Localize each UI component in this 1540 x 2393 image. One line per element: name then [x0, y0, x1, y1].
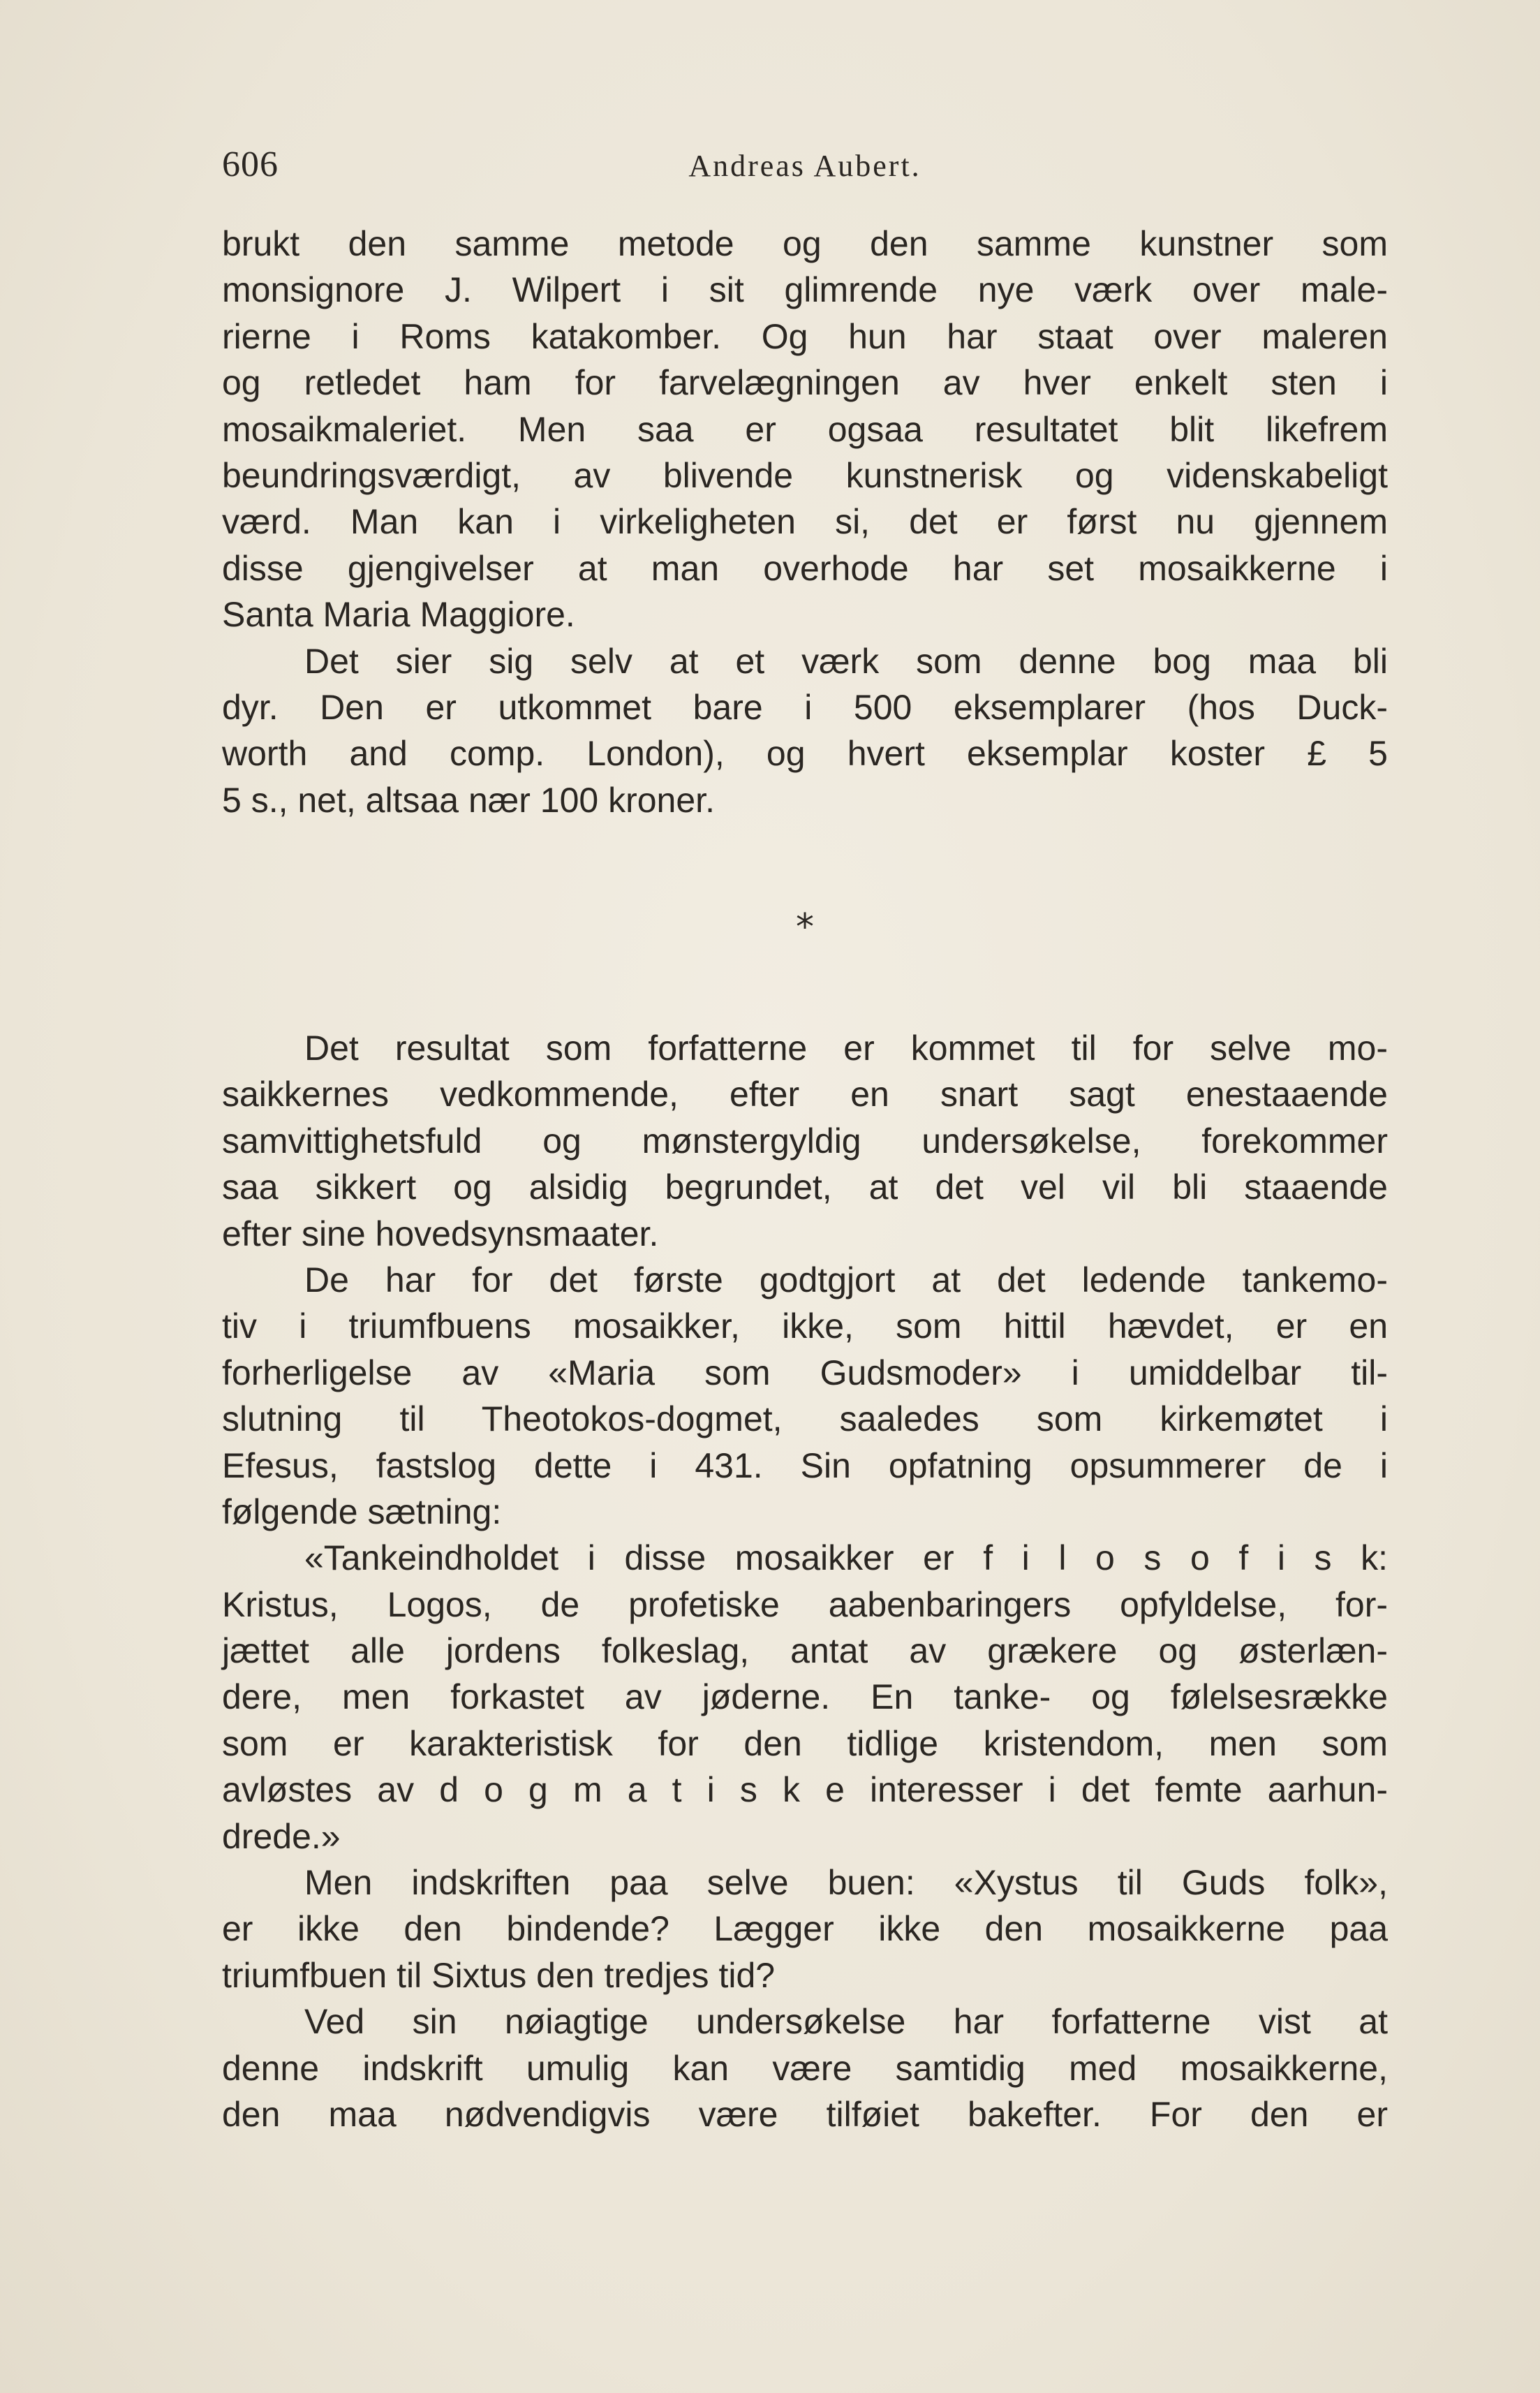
text-line: Det sier sig selv at et værk som denne bog maa bli	[304, 641, 1388, 681]
text-line: og retledet ham for farvelægningen av hver enkelt sten i	[222, 363, 1388, 403]
body-text-section-2	[222, 1025, 1388, 2137]
text-line: Kristus, Logos, de profetiske aabenbaringers opfyldelse, for-	[222, 1584, 1388, 1624]
page-number: 606	[222, 145, 279, 184]
running-head: Andreas Aubert.	[688, 149, 921, 183]
text-line: Det resultat som forfatterne er kommet til for selve mo-	[304, 1029, 1388, 1068]
text-line: rierne i Roms katakomber. Og hun har staat over maleren	[222, 316, 1388, 356]
text-line: forherligelse av «Maria som Gudsmoder» i umiddelbar til-	[222, 1353, 1388, 1392]
text-line: beundringsværdigt, av blivende kunstnerisk og videnskabeligt	[222, 455, 1388, 495]
text-line: er ikke den bindende? Lægger ikke den mosaikkerne paa	[222, 1909, 1388, 1949]
text-line: mosaikmaleriet. Men saa er ogsaa resultatet blit likefrem	[222, 409, 1388, 449]
text-line: drede.»	[222, 1816, 341, 1856]
text-line: værd. Man kan i virkeligheten si, det er først nu gjennem	[222, 502, 1388, 542]
text-line: 5 s., net, altsaa nær 100 kroner.	[222, 780, 715, 820]
text-line: «Tankeindholdet i disse mosaikker er f i l o s o f i s k:	[304, 1538, 1388, 1578]
text-line: saikkernes vedkommende, efter en snart sagt enestaaende	[222, 1075, 1388, 1114]
text-line: avløstes av d o g m a t i s k e interesser i det femte aarhun-	[222, 1770, 1388, 1810]
text-line: brukt den samme metode og den samme kunstner som	[222, 224, 1388, 263]
text-line: denne indskrift umulig kan være samtidig med mosaikkerne,	[222, 2048, 1388, 2088]
text-line: De har for det første godtgjort at det ledende tankemo-	[304, 1260, 1388, 1299]
text-line: samvittighetsfuld og mønstergyldig undersøkelse, forekommer	[222, 1121, 1388, 1161]
text-line: dere, men forkastet av jøderne. En tanke- og følelsesrække	[222, 1677, 1388, 1717]
text-line: triumfbuen til Sixtus den tredjes tid?	[222, 1955, 776, 1995]
text-line: efter sine hovedsynsmaater.	[222, 1214, 659, 1253]
text-line: tiv i triumfbuens mosaikker, ikke, som hittil hævdet, er en	[222, 1306, 1388, 1346]
text-line: monsignore J. Wilpert i sit glimrende nye værk over male-	[222, 270, 1388, 310]
section-separator-asterisk: *	[796, 906, 814, 948]
text-line: Ved sin nøiagtige undersøkelse har forfatterne vist at	[304, 2002, 1388, 2042]
page-header	[222, 137, 1388, 193]
body-text-section-1	[222, 221, 1388, 823]
text-line: følgende sætning:	[222, 1492, 502, 1531]
text-line: Efesus, fastslog dette i 431. Sin opfatning opsummerer de i	[222, 1445, 1388, 1485]
text-line: slutning til Theotokos-dogmet, saaledes som kirkemøtet i	[222, 1399, 1388, 1439]
text-line: saa sikkert og alsidig begrundet, at det vel vil bli staaende	[222, 1168, 1388, 1207]
text-line: worth and comp. London), og hvert eksemplar koster £ 5	[222, 734, 1388, 774]
text-line: Men indskriften paa selve buen: «Xystus til Guds folk»,	[304, 1863, 1388, 1903]
text-line: dyr. Den er utkommet bare i 500 eksemplarer (hos Duck-	[222, 687, 1388, 727]
text-line: Santa Maria Maggiore.	[222, 595, 575, 635]
text-line: som er karakteristisk for den tidlige kristendom, men som	[222, 1723, 1388, 1763]
text-line: den maa nødvendigvis være tilføiet bakefter. For den er	[222, 2094, 1388, 2134]
text-line: disse gjengivelser at man overhode har set mosaikkerne i	[222, 548, 1388, 588]
text-line: jættet alle jordens folkeslag, antat av grækere og østerlæn-	[222, 1631, 1388, 1671]
